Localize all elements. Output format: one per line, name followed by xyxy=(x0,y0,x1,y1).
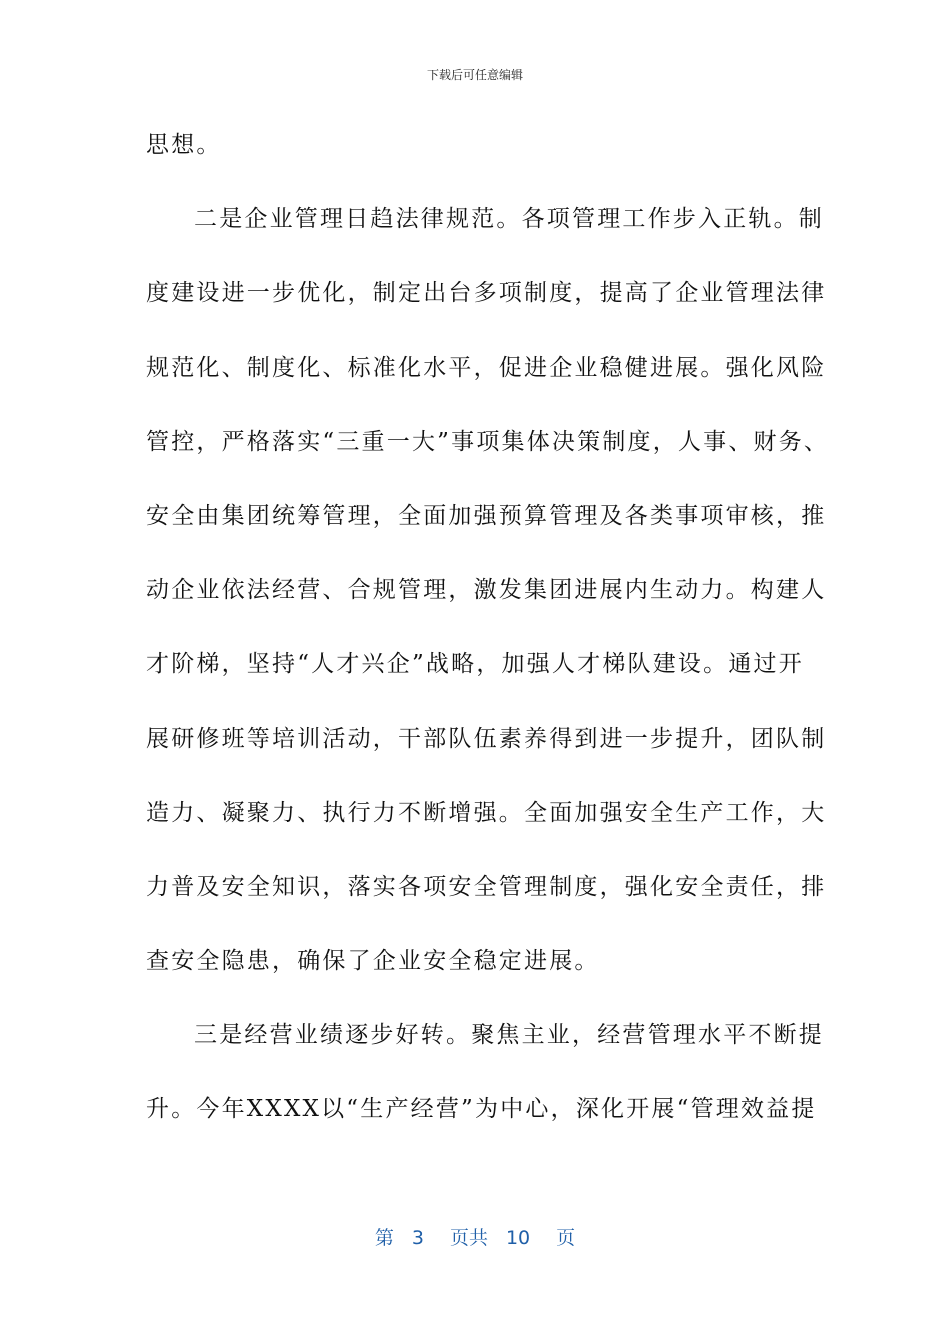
text-line: 思想。 xyxy=(146,132,222,158)
total-pages-number: 10 xyxy=(505,1227,531,1249)
text-line: 升。今年XXXX以“生产经营”为中心，深化开展“管理效益提 xyxy=(146,1096,817,1123)
text-line: 规范化、制度化、标准化水平，促进企业稳健进展。强化风险 xyxy=(146,354,827,381)
footer-suffix: 页 xyxy=(556,1227,576,1249)
page-footer xyxy=(0,1224,950,1252)
text-line: 造力、凝聚力、执行力不断增强。全面加强安全生产工作，大 xyxy=(146,799,827,826)
text-line: 度建设进一步优化，制定出台多项制度，提高了企业管理法律 xyxy=(146,280,827,307)
text-line: 管控，严格落实“三重一大”事项集体决策制度，人事、财务、 xyxy=(146,428,830,455)
footer-middle: 页共 xyxy=(449,1227,488,1249)
page-header: 下载后可任意编辑 xyxy=(426,68,523,82)
text-line: 才阶梯，坚持“人才兴企”战略，加强人才梯队建设。通过开 xyxy=(146,651,804,678)
paragraph-first-line: 三是经营业绩逐步好转。聚焦主业，经营管理水平不断提 xyxy=(194,1022,824,1049)
footer-prefix: 第 xyxy=(374,1227,394,1249)
text-line: 查安全隐患，确保了企业安全稳定进展。 xyxy=(146,948,600,975)
text-line: 力普及安全知识，落实各项安全管理制度，强化安全责任，排 xyxy=(146,873,827,900)
text-line: 展研修班等培训活动，干部队伍素养得到进一步提升，团队制 xyxy=(146,725,827,752)
document-body xyxy=(146,120,830,1159)
current-page-number: 3 xyxy=(411,1227,424,1249)
paragraph-first-line: 二是企业管理日趋法律规范。各项管理工作步入正轨。制 xyxy=(194,206,824,233)
text-line: 安全由集团统筹管理，全面加强预算管理及各类事项审核，推 xyxy=(146,502,827,529)
text-line: 动企业依法经营、合规管理，激发集团进展内生动力。构建人 xyxy=(146,577,827,604)
